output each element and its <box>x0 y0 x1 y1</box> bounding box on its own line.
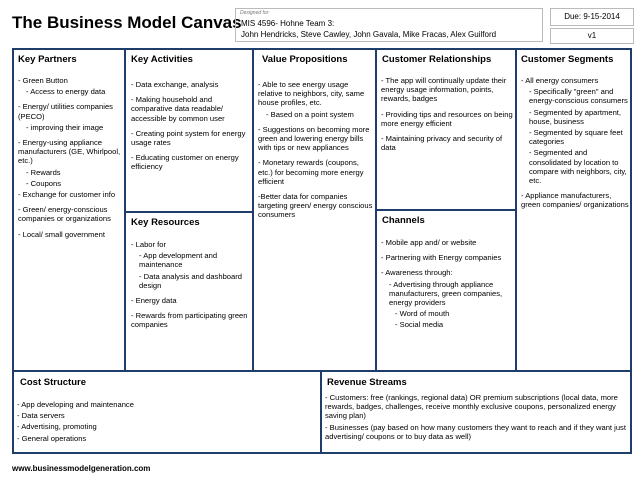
key-partners-body <box>18 76 122 245</box>
list-item: - All energy consumers <box>521 76 599 85</box>
list-item: - Green/ energy-conscious companies or organizations <box>18 205 111 224</box>
channels-body <box>381 238 513 332</box>
list-item: - Segmented by apartment, house, business <box>529 107 622 126</box>
customer-relationships-heading: Customer Relationships <box>382 54 492 65</box>
list-item: - Awareness through: <box>381 268 453 278</box>
list-item: - Rewards from participating green companies <box>131 311 248 330</box>
list-item: - Data servers <box>17 411 65 421</box>
list-item: - Providing tips and resources on being more energy efficient <box>381 109 513 128</box>
value-propositions-heading: Value Propositions <box>262 54 348 65</box>
customer-relationships-body <box>381 76 513 158</box>
list-item: - Segmented and consolidated by location to compare with neighbors, city, etc. <box>529 148 627 186</box>
list-item: - Green Button <box>18 76 68 85</box>
divider <box>12 370 632 372</box>
list-item: - Able to see energy usage relative to neighbors, city, same house profiles, etc. <box>258 80 365 108</box>
list-item: - improving their image <box>26 122 104 132</box>
customer-segments-body <box>521 76 629 216</box>
key-activities-heading: Key Activities <box>131 54 193 65</box>
divider <box>124 211 254 213</box>
list-item: - Access to energy data <box>26 87 106 97</box>
list-item: - Specifically "green" and energy-conscious consumers <box>529 87 628 106</box>
designed-for-line-2: John Hendricks, Steve Cawley, John Gavala, Mike Fracas, Alex Guilford <box>241 30 497 39</box>
revenue-streams-heading: Revenue Streams <box>327 377 407 388</box>
designed-for-box <box>235 8 543 42</box>
key-activities-body <box>131 80 250 178</box>
version: v1 <box>550 28 634 44</box>
list-item: - Data exchange, analysis <box>131 80 219 89</box>
list-item: - Customers: free (rankings, regional data) OR premium subscriptions (local data, more rewards, badges, challenges, receive monthly exclusive coupons, personalized energy saving plan) <box>325 393 618 421</box>
footer-url[interactable]: www.businessmodelgeneration.com <box>12 464 151 473</box>
canvas-title: The Business Model Canvas <box>12 13 242 32</box>
cost-structure-heading: Cost Structure <box>20 377 86 388</box>
list-item: - Social media <box>395 320 444 330</box>
list-item: - Energy-using appliance manufacturers (GE, Whirlpool, etc.) <box>18 138 121 166</box>
divider <box>252 48 254 370</box>
list-item: - Advertising through appliance manufacturers, green companies, energy providers <box>389 279 503 308</box>
channels-heading: Channels <box>382 215 425 226</box>
revenue-streams-body <box>325 393 629 443</box>
list-item: - Appliance manufacturers, green companies/ organizations <box>521 191 629 210</box>
list-item: - App developing and maintenance <box>17 400 134 409</box>
list-item: - Rewards <box>26 167 61 177</box>
key-resources-body <box>131 240 250 336</box>
designed-for-line-1: MIS 4596- Hohne Team 3: <box>241 19 335 28</box>
divider <box>320 370 322 454</box>
list-item: - Making household and comparative data readable/ accessible by common user <box>131 95 225 123</box>
list-item: - Local/ small government <box>18 229 105 239</box>
divider <box>124 48 126 370</box>
list-item: - Educating customer on energy efficiency <box>131 153 239 172</box>
cost-structure-body <box>17 400 315 445</box>
list-item: - Suggestions on becoming more green and lowering energy bills with tips or new appliances <box>258 124 370 153</box>
list-item: - Energy data <box>131 296 177 306</box>
list-item: - Advertising, promoting <box>17 422 97 432</box>
list-item: -Better data for companies targeting green/ energy conscious consumers <box>258 192 373 220</box>
list-item: - Maintaining privacy and security of data <box>381 134 503 153</box>
list-item: - Segmented by square feet categories <box>529 128 623 147</box>
customer-segments-heading: Customer Segments <box>521 54 614 65</box>
designed-for-label: Designed for: <box>240 10 270 16</box>
list-item: - Coupons <box>26 178 62 188</box>
list-item: - Based on a point system <box>266 109 354 119</box>
due-date: Due: 9-15-2014 <box>550 8 634 26</box>
list-item: - Exchange for customer info <box>18 190 116 200</box>
key-partners-heading: Key Partners <box>18 54 77 65</box>
value-propositions-body <box>258 80 373 226</box>
list-item: - The app will continually update their energy usage information, points, rewards, badges <box>381 76 507 104</box>
list-item: - Mobile app and/ or website <box>381 238 477 247</box>
list-item: - Partnering with Energy companies <box>381 253 502 263</box>
divider <box>375 209 517 211</box>
list-item: - Creating point system for energy usage rates <box>131 128 246 148</box>
list-item: - App development and maintenance <box>139 251 218 270</box>
list-item: - Labor for <box>131 240 167 249</box>
list-item: - Word of mouth <box>395 309 450 319</box>
list-item: - Monetary rewards (coupons, etc.) for becoming more energy efficient <box>258 158 364 186</box>
list-item: - Energy/ utilities companies (PECO) <box>18 102 113 121</box>
list-item: - Businesses (pay based on how many customers they want to reach and if they want just advertising/ coupons or to buy data as well) <box>325 422 626 441</box>
list-item: - Data analysis and dashboard design <box>139 271 243 290</box>
list-item: - General operations <box>17 433 87 443</box>
key-resources-heading: Key Resources <box>131 217 200 228</box>
